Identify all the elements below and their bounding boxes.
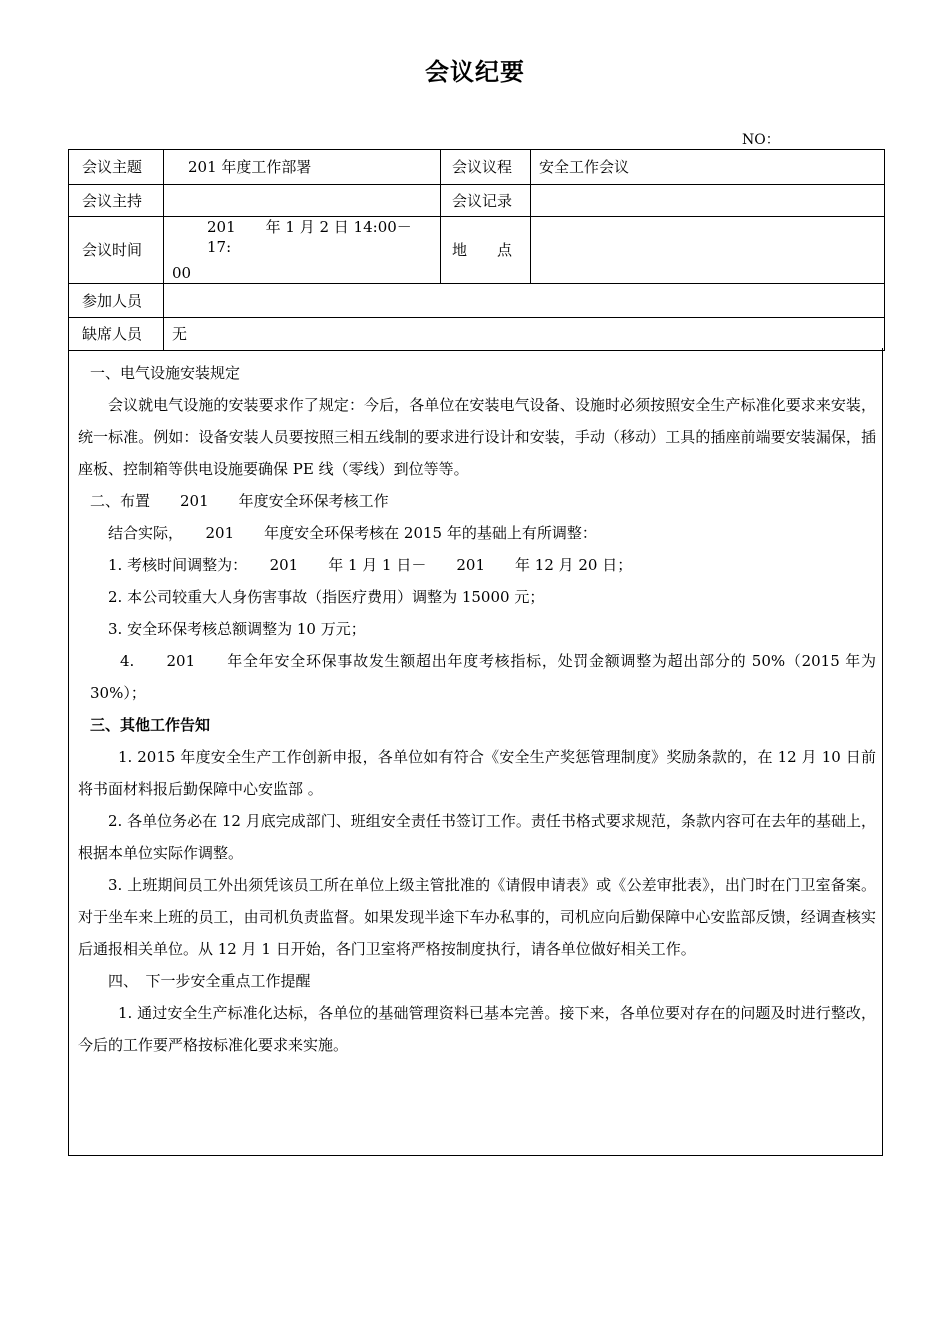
meeting-info-table [68, 149, 885, 351]
section4-title: 四、 下一步安全重点工作提醒 [108, 972, 311, 990]
section2-title: 二、布置 201 年度安全环保考核工作 [90, 492, 389, 510]
section1-paragraph: 会议就电气设施的安装要求作了规定：今后，各单位在安装电气设备、设施时必须按照安全生产标准化要求来安装，统一标准。例如：设备安装人员要按照三相五线制的要求进行设计和安装，手动（移动）工具的插座前端要安装漏保，插座板、控制箱等供电设施要确保 PE 线（零线）到位等等。 [78, 396, 876, 478]
section4-item1: 1. 通过安全生产标准化达标，各单位的基础管理资料已基本完善。接下来，各单位要对存在的问题及时进行整改，今后的工作要严格按标准化要求来实施。 [78, 1004, 876, 1054]
section2-item4: 4. 201 年全年安全环保事故发生额超出年度考核指标，处罚金额调整为超出部分的 50%（2015 年为 30%）； [90, 652, 876, 702]
time-value-line1: 201 年 1 月 2 日 14:00－17: [207, 218, 412, 256]
absent-value: 无 [164, 318, 885, 351]
section2-item1: 1. 考核时间调整为： 201 年 1 月 1 日－ 201 年 12 月 20 日； [108, 556, 633, 574]
host-value [164, 185, 441, 217]
place-value [531, 217, 885, 284]
document-number-label: NO： [742, 132, 780, 148]
time-label: 会议时间 [69, 217, 164, 284]
section3-item2: 2. 各单位务必在 12 月底完成部门、班组安全责任书签订工作。责任书格式要求规范，条款内容可在去年的基础上，根据本单位实际作调整。 [78, 812, 876, 862]
minutes-content [78, 357, 876, 1061]
attendees-value [164, 284, 885, 318]
absent-label: 缺席人员 [69, 318, 164, 351]
section3-item1: 1. 2015 年度安全生产工作创新申报，各单位如有符合《安全生产奖惩管理制度》奖励条款的，在 12 月 10 日前将书面材料报后勤保障中心安监部 。 [78, 748, 876, 798]
section2-item3: 3. 安全环保考核总额调整为 10 万元； [108, 620, 366, 638]
place-label: 地 点 [441, 217, 531, 284]
recorder-value [531, 185, 885, 217]
agenda-label: 会议议程 [441, 150, 531, 185]
agenda-value: 安全工作会议 [531, 150, 885, 185]
section3-title: 三、其他工作告知 [90, 716, 211, 734]
section3-item3: 3. 上班期间员工外出须凭该员工所在单位上级主管批准的《请假申请表》或《公差审批表》，出门时在门卫室备案。对于坐车来上班的员工，由司机负责监督。如果发现半途下车办私事的，司机应向后勤保障中心安监部反馈，经调查核实后通报相关单位。从 12 月 1 日开始，各门卫室将严格按制度执行，请各单位做好相关工作。 [78, 876, 876, 958]
attendees-label: 参加人员 [69, 284, 164, 318]
section2-intro: 结合实际， 201 年度安全环保考核在 2015 年的基础上有所调整： [108, 524, 597, 542]
host-label: 会议主持 [69, 185, 164, 217]
time-value-line2: 00 [172, 264, 192, 282]
topic-label: 会议主题 [69, 150, 164, 185]
document-title: 会议纪要 [425, 57, 525, 86]
section2-item2: 2. 本公司较重大人身伤害事故（指医疗费用）调整为 15000 元； [108, 588, 545, 606]
time-value [164, 217, 441, 284]
recorder-label: 会议记录 [441, 185, 531, 217]
section1-title: 一、电气设施安装规定 [90, 364, 241, 382]
topic-value: 201 年度工作部署 [164, 150, 441, 185]
